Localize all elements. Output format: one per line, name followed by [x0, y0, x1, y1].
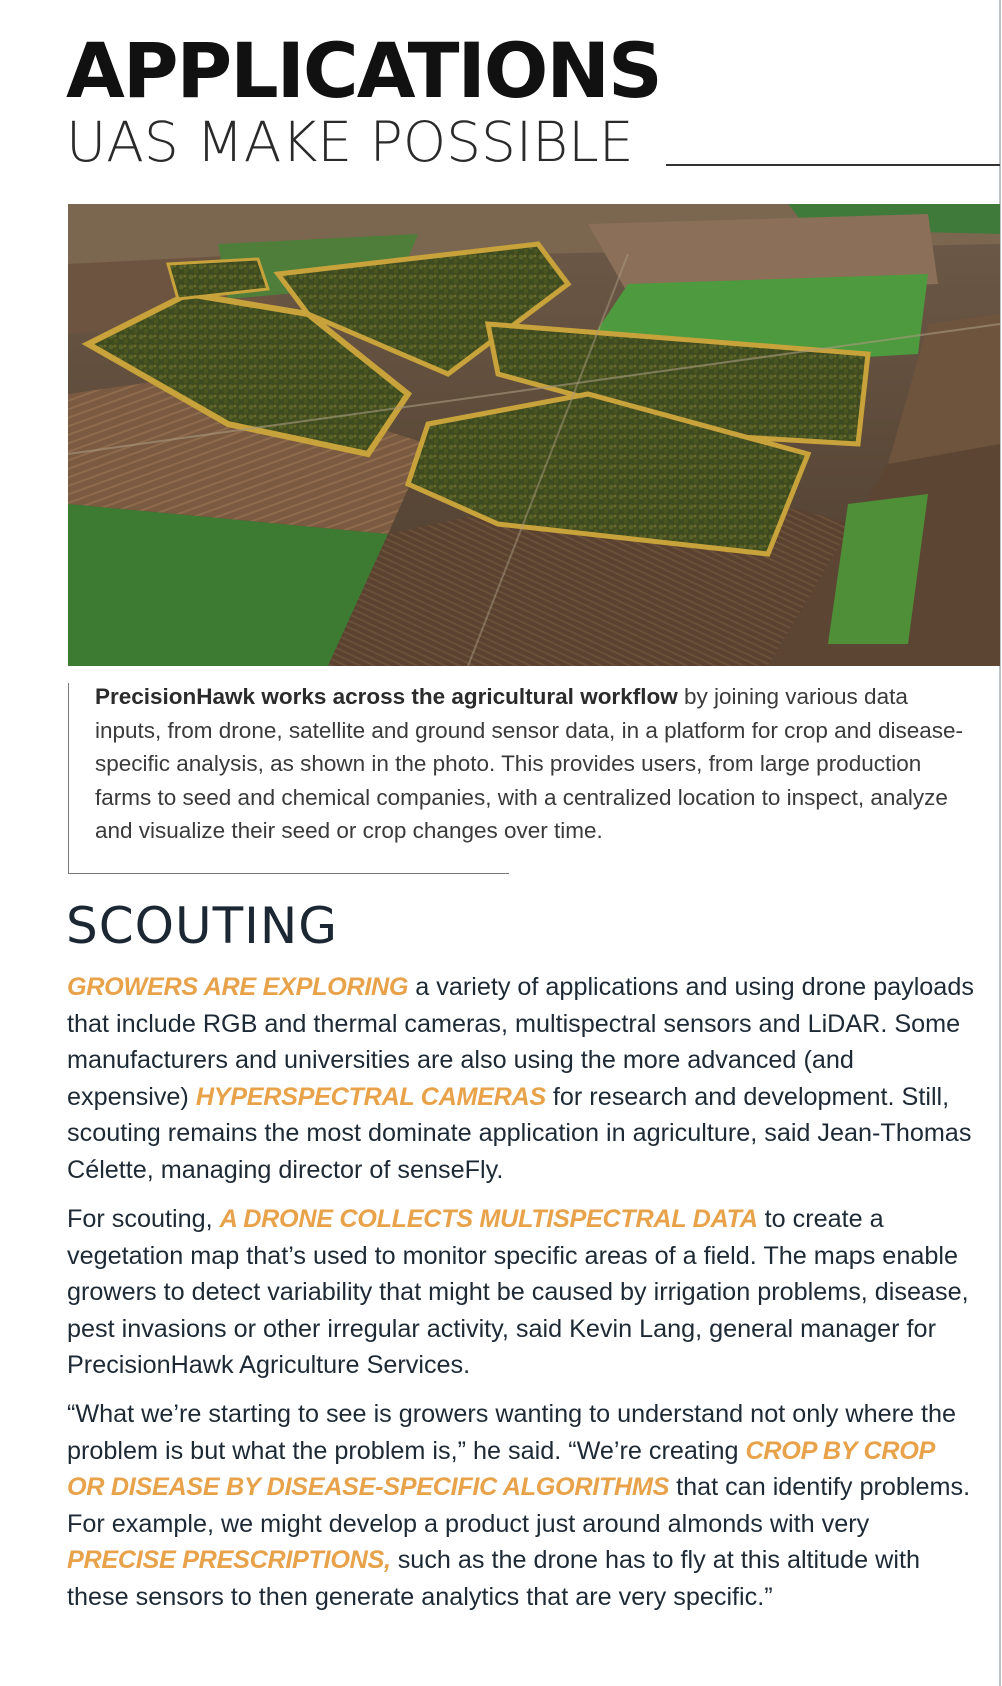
- subtitle-row: [66, 112, 1000, 174]
- paragraph-2-text-a: For scouting,: [67, 1205, 220, 1233]
- section-heading: SCOUTING: [66, 897, 339, 955]
- paragraph-3-text-a: “What we’re starting to see is growers wanting to understand not only where the problem is but what the problem is,” he said. “We’re creating: [67, 1400, 957, 1465]
- photo-caption: [95, 680, 975, 848]
- highlight-precise-prescriptions: PRECISE PRESCRIPTIONS,: [67, 1546, 391, 1575]
- paragraph-1: [67, 969, 977, 1189]
- caption-lead: PrecisionHawk works across the agricultural workflow: [95, 684, 678, 709]
- paragraph-2-text-b: to create a vegetation map that’s used to monitor specific areas of a field. The maps enable growers to detect variability that might be caused by irrigation problems, disease, pest invasions or other irregular activity, said Kevin Lang, general manager for PrecisionHawk Agriculture Services.: [67, 1205, 969, 1380]
- paragraph-3-text-b: that can identify problems. For example, we might develop a product just around almonds with very: [67, 1473, 971, 1538]
- paragraph-1-text-a: a variety of applications and using drone payloads that include RGB and thermal cameras, multispectral sensors and LiDAR. Some manufacturers and universities are also using the more advanced (and expensive): [67, 973, 974, 1111]
- highlight-drone-collects: A DRONE COLLECTS MULTISPECTRAL DATA: [219, 1205, 758, 1233]
- highlight-algorithms: CROP BY CROP OR DISEASE BY DISEASE-SPECIFIC ALGORITHMS: [67, 1436, 935, 1502]
- paragraph-3: [67, 1396, 977, 1616]
- page-title: APPLICATIONS: [66, 26, 661, 115]
- page-subtitle: UAS MAKE POSSIBLE: [66, 110, 634, 174]
- paragraph-2: [67, 1201, 977, 1384]
- paragraph-3-text-c: such as the drone has to fly at this altitude with these sensors to then generate analytics that are very specific.”: [67, 1546, 920, 1611]
- highlight-growers-exploring: GROWERS ARE EXPLORING: [67, 973, 409, 1001]
- caption-body: by joining various data inputs, from drone, satellite and ground sensor data, in a platform for crop and disease-specific analysis, as shown in the photo. This provides users, from large production farms to seed and chemical companies, with a centralized location to inspect, analyze and visualize their seed or crop changes over time.: [95, 684, 963, 844]
- paragraph-1-text-b: for research and development. Still, scouting remains the most dominate application in agriculture, said Jean-Thomas Célette, managing director of senseFly.: [67, 1082, 972, 1184]
- highlight-hyperspectral-cameras: HYPERSPECTRAL CAMERAS: [195, 1082, 546, 1111]
- subtitle-rule: [666, 164, 1000, 166]
- aerial-farmland-photo: [68, 204, 1000, 666]
